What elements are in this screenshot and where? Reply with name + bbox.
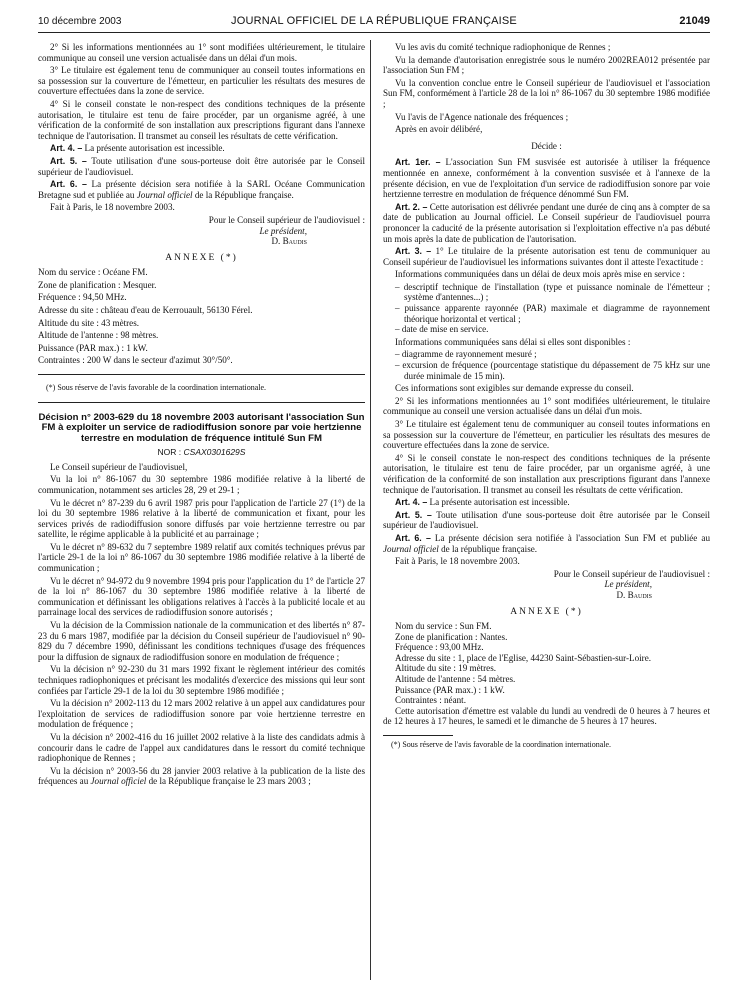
vu-text: Vu la décision n° 2003-56 du 28 janvier 2003 relative à la publication de la liste des fréquences au — [38, 765, 365, 787]
footnote-rule — [383, 735, 453, 736]
article-text: de la République française. — [192, 189, 294, 200]
right-article-3 — [383, 246, 710, 267]
right-signature-name: D. Baudis — [616, 589, 652, 600]
right-article-5 — [383, 510, 710, 531]
annex-line: Adresse du site : château d'eau de Kerrouault, 56130 Férel. — [38, 305, 253, 316]
vu-paragraph: Vu les avis du comité technique radiophonique de Rennes ; — [395, 42, 611, 52]
article-text: La présente décision sera notifiée à l'association Sun FM et publiée au — [430, 532, 710, 543]
left-paragraph-2: 2° Si les informations mentionnées au 1° sont modifiées ultérieurement, le titulaire communique au conseil une version actualisée dans un délai d'un mois. — [38, 42, 365, 63]
annex-line: Zone de planification : Mesquer. — [38, 279, 157, 290]
column-divider — [370, 40, 371, 980]
annex-line: Altitude du site : 43 mètres. — [38, 317, 140, 328]
annex-line: Contraintes : 200 W dans le secteur d'azimut 30°/50°. — [38, 355, 233, 366]
nor-label: NOR : — [157, 447, 184, 458]
nor-reference — [38, 447, 365, 458]
annex-line: Fréquence : 93,00 MHz. — [395, 642, 484, 653]
journal-reference: Journal officiel — [136, 189, 193, 200]
page-header — [38, 14, 710, 30]
annex-validity: Cette autorisation d'émettre est valable du lundi au vendredi de 0 heures à 7 heures et de 12 heures à 17 heures, le samedi et le dimanche de 5 heures à 17 heures. — [383, 705, 710, 727]
vu-paragraph: Vu la décision de la Commission nationale de la communication et des libertés n° 87-23 du 6 mars 1987, modifiée par la décision du Conseil supérieur de l'audiovisuel n° 90-829 du 7 décembre 1990, définissant les conditions techniques d'usage des fréquences pour la diffusion de signaux de radiodiffusion sonore en modulation de fréquence ; — [38, 620, 365, 662]
article-label: Art. 5. – — [395, 509, 432, 520]
annex-line: Puissance (PAR max.) : 1 kW. — [395, 684, 505, 695]
annex-line: Zone de planification : Nantes. — [395, 631, 508, 642]
left-article-4 — [38, 143, 365, 154]
right-paragraph-3: 3° Le titulaire est également tenu de communiquer au conseil toutes informations en sa possession sur la couverture de l'émetteur, en particulier les résultats des mesures de couverture effectuées dans la zone de service. — [383, 419, 710, 451]
right-footnote: (*) Sous réserve de l'avis favorable de la coordination internationale. — [391, 740, 612, 750]
vu-paragraph: Vu la convention conclue entre le Conseil supérieur de l'audiovisuel et l'association Sun FM, conformément à l'article 28 de la loi n° 86-1067 du 30 septembre 1986 modifiée ; — [383, 77, 710, 109]
left-footnote: (*) Sous réserve de l'avis favorable de la coordination internationale. — [46, 383, 267, 393]
journal-reference: Journal officiel — [383, 543, 439, 554]
left-article-6 — [38, 179, 365, 200]
footnote-rule — [38, 374, 365, 375]
article-label: Art. 3. – — [395, 246, 432, 257]
left-signature-line: Pour le Conseil supérieur de l'audiovisuel : — [208, 214, 365, 225]
vu-paragraph: Vu la demande d'autorisation enregistrée sous le numéro 2002REA012 présentée par l'association Sun FM ; — [383, 54, 710, 76]
article-label: Art. 6. – — [395, 532, 431, 543]
left-column — [38, 42, 365, 789]
right-column — [383, 42, 710, 753]
article-label: Art. 5. – — [50, 155, 87, 166]
vu-paragraph: Vu l'avis de l'Agence nationale des fréquences ; — [395, 111, 569, 122]
right-article-6 — [383, 533, 710, 554]
header-date: 10 décembre 2003 — [38, 16, 122, 27]
right-article-4 — [383, 497, 710, 508]
header-page-number: 21049 — [679, 15, 710, 27]
article-text: Toute utilisation d'une sous-porteuse doit être autorisée par le Conseil supérieur de l'audiovisuel. — [383, 509, 710, 531]
right-paragraph-4: 4° Si le conseil constate le non-respect des conditions techniques de la présente autorisation, le titulaire est tenu de faire procéder, par un organisme agréé, à une vérification de la conformité de son installation aux prescriptions figurant dans l'annexe technique de l'autorisation. Il transmet au conseil les résultats de cette vérification. — [383, 452, 710, 495]
vu-paragraph: Vu le décret n° 87-239 du 6 avril 1987 pris pour l'application de l'article 27 (1°) de la loi du 30 septembre 1986 relative à la liberté de communication et fixant, pour les services privés de radiodiffusion sonore diffusés par voie hertzienne terrestre ou par satellite, le régime applicable à la publicité et au parrainage ; — [38, 497, 365, 540]
article-text: de la république française. — [438, 543, 538, 554]
vu-paragraph: Vu le décret n° 94-972 du 9 novembre 1994 pris pour l'application du 1° de l'article 27 de la loi n° 86-1067 du 30 septembre 1986 modifiée relative à la liberté de communication et définissant les obligations relatives à l'accès à la publicité locale et au parrainage local des services de radiodiffusion sonore autorisés ; — [38, 575, 365, 618]
article-text: La présente décision sera notifiée à la SARL Océane Communication Bretagne sud et publiée au — [38, 179, 365, 200]
decision-intro: Le Conseil supérieur de l'audiovisuel, — [50, 461, 188, 472]
vu-paragraph: Vu la loi n° 86-1067 du 30 septembre 1986 modifiée relative à la liberté de communication, notamment ses articles 28, 29 et 29-1 ; — [38, 474, 365, 495]
article-text: Toute utilisation d'une sous-porteuse doit être autorisée par le Conseil supérieur de l'audiovisuel. — [38, 155, 365, 177]
annex-line: Nom du service : Océane FM. — [38, 267, 148, 278]
left-done-at: Fait à Paris, le 18 novembre 2003. — [50, 202, 175, 213]
section-rule — [38, 402, 365, 403]
right-signature-line: Pour le Conseil supérieur de l'audiovisuel : — [553, 568, 710, 579]
header-rule — [38, 32, 710, 33]
journal-reference: Journal officiel — [90, 776, 147, 787]
article-text: L'association Sun FM susvisée est autorisée à utiliser la fréquence mentionnée en annexe, conformément à la convention susvisée et à l'annexe de la présente décision, en vue de l'exploitation d'un service de radiodiffusion sonore par voie hertzienne terrestre en modulation de fréquence dénommé Sun FM. — [383, 157, 711, 200]
info-list-1 — [383, 282, 710, 335]
left-signature-name: D. Baudis — [271, 236, 307, 247]
decide-heading: Décide : — [531, 140, 562, 151]
right-paragraph-2: 2° Si les informations mentionnées au 1° sont modifiées ultérieurement, le titulaire communique au conseil une version actualisée dans un délai d'un mois. — [383, 395, 710, 417]
annex-line: Altitude du site : 19 mètres. — [395, 663, 497, 674]
left-signature-role: Le président, — [259, 225, 307, 236]
exigible-note: Ces informations sont exigibles sur demande expresse du conseil. — [395, 383, 634, 394]
article-text: 1° Le titulaire de la présente autorisation est tenu de communiquer au Conseil supérieur de l'audiovisuel les informations suivantes dont il atteste l'exactitude : — [383, 246, 710, 267]
right-article-2 — [383, 202, 710, 244]
right-done-at: Fait à Paris, le 18 novembre 2003. — [395, 556, 520, 567]
left-paragraph-3: 3° Le titulaire est également tenu de communiquer au conseil toutes informations en sa possession sur la couverture de l'émetteur, en particulier les résultats des mesures de couverture effectuées dans la zone de service. — [38, 65, 365, 97]
vu-paragraph: Vu la décision n° 2002-113 du 12 mars 2002 relative à un appel aux candidatures pour l'exploitation de services de radiodiffusion sonore par voie hertzienne terrestre en modulation de fréquence ; — [38, 698, 365, 730]
list-item: – descriptif technique de l'installation (type et puissance nominale de l'émetteur ; système d'antennes...) ; — [395, 281, 710, 303]
left-article-5 — [38, 156, 365, 177]
article-text: La présente autorisation est incessible. — [427, 497, 570, 508]
article-label: Art. 4. – — [50, 143, 83, 154]
nor-code: CSAX0301629S — [183, 447, 246, 458]
info-two-months: Informations communiquées dans un délai de deux mois après mise en service : — [395, 269, 685, 280]
article-label: Art. 6. – — [50, 179, 87, 190]
annex-line: Nom du service : Sun FM. — [395, 621, 492, 632]
vu-text: de la République française le 23 mars 2003 ; — [146, 776, 311, 787]
article-label: Art. 2. – — [395, 201, 428, 212]
article-text: La présente autorisation est incessible. — [82, 143, 225, 154]
article-label: Art. 4. – — [395, 497, 428, 508]
decision-title: Décision n° 2003-629 du 18 novembre 2003 autorisant l'association Sun FM à exploiter un service de radiodiffusion sonore par voie hertzienne terrestre en modulation de fréquence intitulé Sun FM — [38, 411, 365, 444]
list-item: – puissance apparente rayonnée (PAR) maximale et diagramme de rayonnement théorique horizontal et vertical ; — [395, 303, 710, 324]
list-item: – date de mise en service. — [395, 324, 489, 335]
left-annex-title: ANNEXE (*) — [165, 252, 238, 263]
vu-paragraph: Vu le décret n° 89-632 du 7 septembre 1989 relatif aux comités techniques prévus par l'article 29-1 de la loi n° 86-1067 du 30 septembre 1986 modifiée relative à la liberté de communication ; — [38, 541, 365, 574]
vu-paragraph: Vu la décision n° 92-230 du 31 mars 1992 fixant le règlement intérieur des comités techniques radiophoniques et précisant les modalités d'exercice des missions qui leur sont confiées par l'article 29-1 de la loi du 30 septembre 1986 modifiée ; — [38, 664, 365, 696]
annex-line: Contraintes : néant. — [395, 695, 466, 706]
vu-paragraph: Vu la décision n° 2002-416 du 16 juillet 2002 relative à la liste des candidats admis à concourir dans le cadre de l'appel aux candidatures dans le ressort du comité technique radiophonique de Rennes ; — [38, 731, 365, 764]
info-list-2 — [383, 349, 710, 381]
right-signature-role: Le président, — [604, 579, 652, 590]
annex-line: Fréquence : 94,50 MHz. — [38, 292, 127, 303]
left-paragraph-4: 4° Si le conseil constate le non-respect des conditions techniques de la présente autorisation, le titulaire est tenu de faire procéder, par un organisme agréé, à une vérification de la conformité de son installation aux prescriptions figurant dans l'annexe technique de l'autorisation. Il transmet au conseil les résultats de cette vérification. — [38, 98, 365, 141]
annex-line: Altitude de l'antenne : 98 mètres. — [38, 330, 159, 341]
list-item: – diagramme de rayonnement mesuré ; — [395, 349, 537, 360]
annex-line: Puissance (PAR max.) : 1 kW. — [38, 342, 148, 353]
annex-line: Altitude de l'antenne : 54 mètres. — [395, 674, 516, 685]
annex-line: Adresse du site : 1, place de l'Eglise, 44230 Saint-Sébastien-sur-Loire. — [395, 652, 652, 663]
list-item: – excursion de fréquence (pourcentage statistique du dépassement de 75 kHz sur une durée minimale de 15 min). — [395, 360, 710, 381]
vu-paragraph — [38, 766, 365, 787]
header-journal-title: JOURNAL OFFICIEL DE LA RÉPUBLIQUE FRANÇAISE — [231, 15, 517, 27]
article-text: Cette autorisation est délivrée pendant une durée de cinq ans à compter de sa date de publication au Journal officiel. Le Conseil supérieur de l'audiovisuel pourra prononcer la caducité de la présente autorisation si l'exploitation effective n'a pas débuté un mois après la date de publication de l'autorisation. — [383, 201, 710, 244]
info-no-delay: Informations communiquées sans délai si elles sont disponibles : — [395, 336, 631, 347]
right-annex-title: ANNEXE (*) — [510, 606, 583, 617]
article-label: Art. 1er. – — [395, 157, 441, 168]
right-article-1 — [383, 157, 710, 199]
vu-paragraph: Après en avoir délibéré, — [395, 124, 483, 135]
